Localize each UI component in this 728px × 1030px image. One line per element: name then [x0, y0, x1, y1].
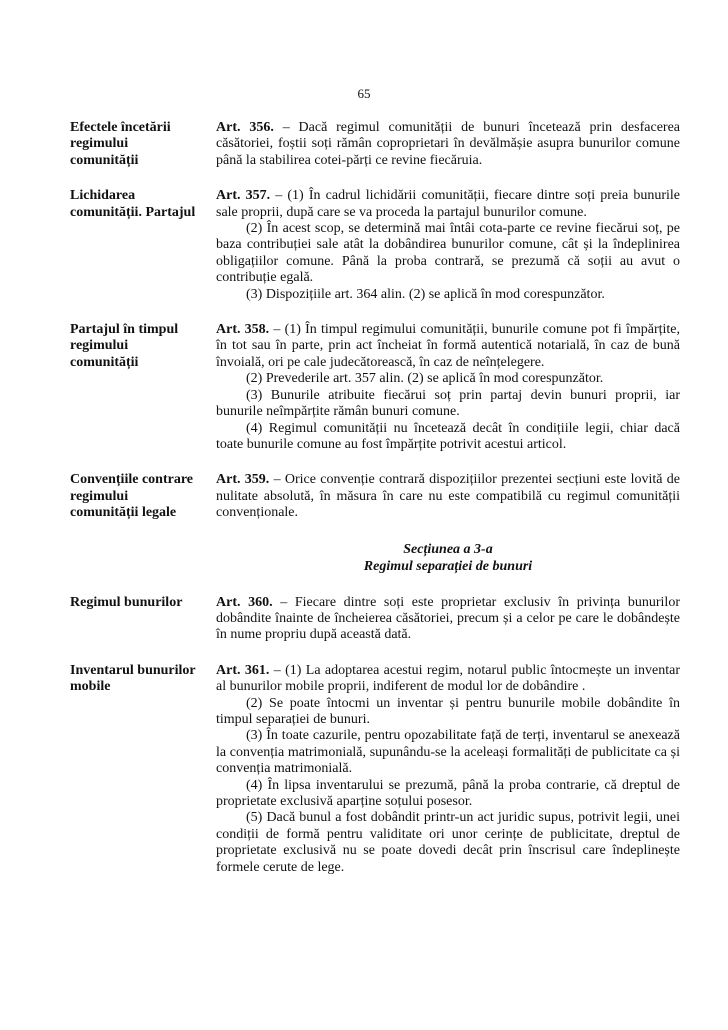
section-title: Regimul separației de bunuri — [363, 558, 533, 574]
article-number: Art. 360. — [216, 594, 273, 610]
article-paragraph: (2) În acest scop, se determină mai întâi cota-parte ce revine fiecărui soț, pe baza contribuției sale atât la dobândirea bunurilor comune, cât și la îndeplinirea obligațiilor comune. Până la proba contrară, se prezumă că soții au avut o contribuție egală. — [216, 221, 680, 286]
margin-note — [70, 595, 216, 644]
article-body — [216, 322, 680, 453]
article-number: Art. 358. — [216, 322, 270, 338]
article-paragraph: (2) Se poate întocmi un inventar și pentru bunurile mobile dobândite în timpul separației de bunuri. — [216, 695, 680, 727]
article-number: Art. 359. — [216, 472, 270, 488]
article-number: Art. 361. — [216, 662, 270, 678]
article-paragraph — [216, 472, 680, 521]
margin-note — [70, 188, 216, 303]
margin-note-line: Lichidarea — [70, 188, 136, 204]
article-paragraph — [216, 188, 680, 221]
margin-note — [70, 663, 216, 876]
article-body — [216, 663, 680, 876]
margin-note-line: comunității legale — [70, 505, 177, 521]
article-row — [70, 322, 680, 453]
article-body — [216, 472, 680, 521]
article-paragraph: (2) Prevederile art. 357 alin. (2) se aplică în mod corespunzător. — [246, 371, 604, 387]
margin-note-line: regimului — [70, 488, 129, 504]
margin-note-line: regimului — [70, 136, 129, 152]
article-row — [70, 120, 680, 169]
page-number: 65 — [357, 86, 371, 101]
margin-note-line: Regimul bunurilor — [70, 594, 183, 610]
article-row — [70, 188, 680, 303]
section-header — [216, 541, 680, 575]
article-number: Art. 357. — [216, 188, 271, 204]
article-body — [216, 188, 680, 303]
margin-note-line: comunității. Partajul — [70, 204, 196, 220]
article-paragraph — [216, 663, 680, 696]
margin-note-line: Convențiile contrare — [70, 472, 193, 488]
article-paragraph — [216, 120, 680, 169]
margin-note-line: Inventarul bunurilor — [70, 662, 196, 678]
article-number: Art. 356. — [216, 120, 274, 135]
article-text: – Orice convenție contrară dispozițiilor prezentei secțiuni este lovită de nulitate absolută, în măsura în care nu este compatibilă cu regimul comunității convenționale. — [216, 472, 680, 521]
margin-note — [70, 120, 216, 169]
margin-note-line: comunității — [70, 354, 139, 370]
section-heading: Secțiunea a 3-a — [403, 541, 493, 557]
articles-group-a — [70, 120, 680, 522]
margin-note — [70, 472, 216, 521]
margin-note-line: Efectele încetării — [70, 120, 171, 135]
article-paragraph: (4) Regimul comunității nu încetează decât în condițiile legii, chiar dacă toate bunurile comune au fost împărțite potrivit acestui articol. — [216, 420, 680, 452]
margin-note-line: comunității — [70, 152, 139, 168]
page-content — [70, 120, 680, 895]
article-row — [70, 595, 680, 644]
article-body — [216, 120, 680, 169]
article-text: – Fiecare dintre soți este proprietar exclusiv în privința bunurilor dobândite înainte de încheierea căsătoriei, precum și a celor pe care le dobândește în nume propriu după această dată. — [216, 594, 680, 643]
article-text: – (1) În timpul regimului comunității, bunurile comune pot fi împărțite, în tot sau în parte, prin act încheiat în formă autentică notarială, în caz de bună învoială, ori pe cale judecătorească, în caz de neînțelegere. — [216, 322, 680, 370]
article-row — [70, 663, 680, 876]
article-paragraph: (3) Dispozițiile art. 364 alin. (2) se aplică în mod corespunzător. — [246, 286, 605, 302]
article-body — [216, 595, 680, 644]
article-text: – (1) În cadrul lichidării comunității, fiecare dintre soți preia bunurile sale proprii, după care se va proceda la partajul bunurilor comune. — [216, 188, 680, 220]
articles-group-b — [70, 595, 680, 877]
article-paragraph: (5) Dacă bunul a fost dobândit printr-un act juridic supus, potrivit legii, unei condiții de formă pentru validitate ori unor cerințe de publicitate, dreptul de proprietate exclusivă nu se poate dovedi decât prin înscrisul care îndeplinește formele cerute de lege. — [216, 810, 680, 875]
article-paragraph: (3) Bunurile atribuite fiecărui soț prin partaj devin bunuri proprii, iar bunurile neîmpărțite rămân bunuri comune. — [216, 387, 680, 420]
margin-note-line: regimului — [70, 338, 129, 354]
margin-note-line: mobile — [70, 679, 111, 695]
article-text: – (1) La adoptarea acestui regim, notarul public întocmește un inventar al bunurilor mobile proprii, indiferent de modul lor de dobândire . — [216, 662, 680, 695]
margin-note-line: Partajul în timpul — [70, 322, 179, 338]
article-paragraph — [216, 322, 680, 371]
article-paragraph — [216, 595, 680, 644]
article-paragraph: (3) În toate cazurile, pentru opozabilitate față de terți, inventarul se anexează la convenția matrimonială, supunându-se la aceleași formalități de publicitate ca și convenția matrimonială. — [216, 728, 680, 777]
margin-note — [70, 322, 216, 453]
article-paragraph: (4) În lipsa inventarului se prezumă, până la proba contrarie, că dreptul de proprietate exclusivă aparține soțului posesor. — [216, 777, 680, 809]
article-row — [70, 472, 680, 521]
article-text: – Dacă regimul comunității de bunuri încetează prin desfacerea căsătoriei, foștii soți rămân coproprietari în devălmășie asupra bunurilor comune până la stabilirea cotei-părți ce revine fiecăruia. — [216, 120, 680, 168]
